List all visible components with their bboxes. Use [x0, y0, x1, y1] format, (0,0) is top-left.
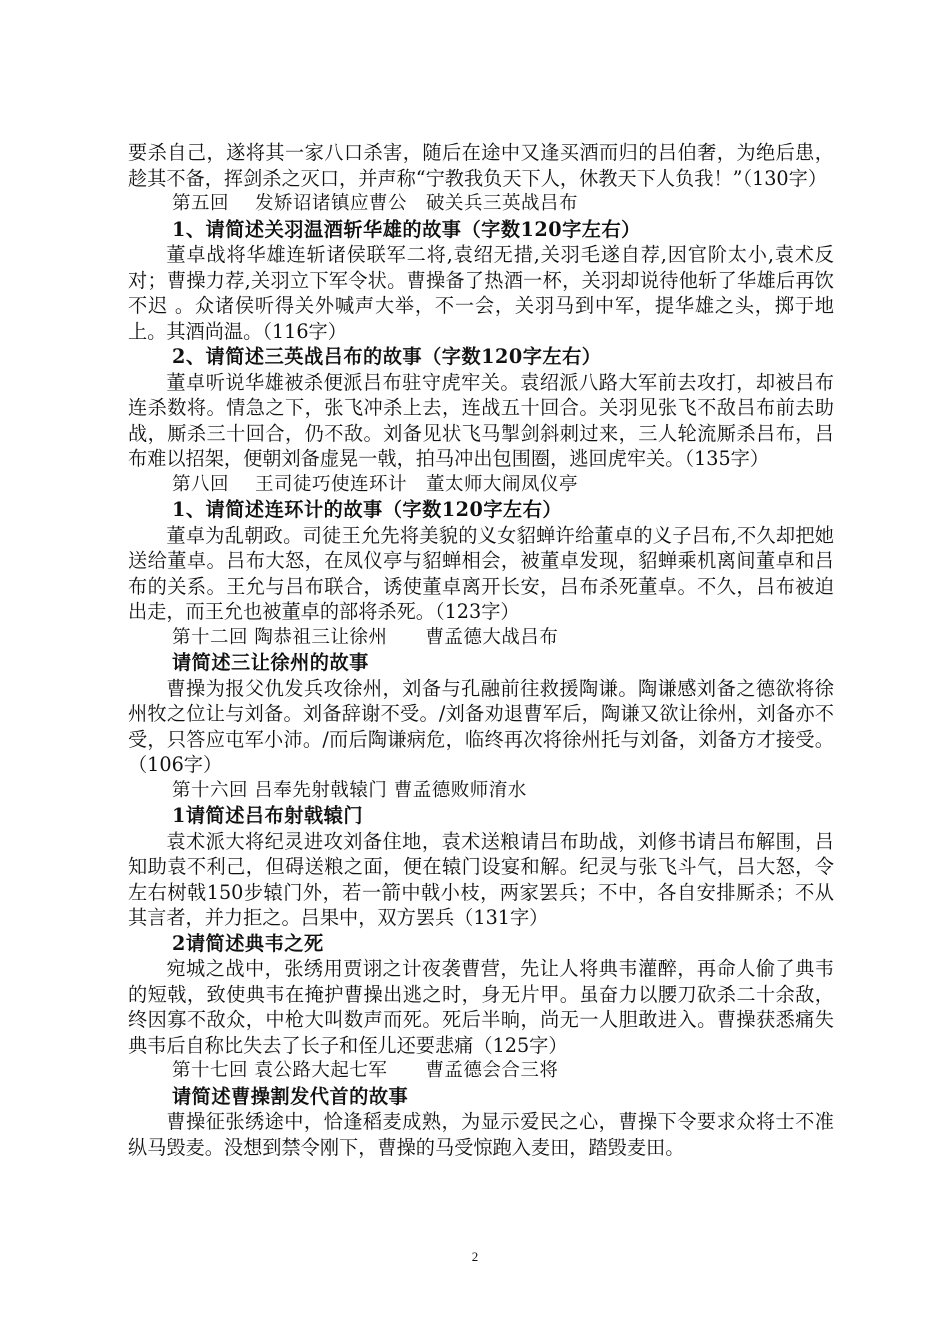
question-heading: 1请简述吕布射戟辕门	[172, 804, 364, 827]
paragraph: 曹操征张绣途中，恰逢稻麦成熟，为显示爱民之心，曹操下令要求众将士不准纵马毁麦。没想到禁令刚下，曹操的马受惊跑入麦田，踏毁麦田。	[128, 1110, 834, 1159]
question-heading: 2、请简述三英战吕布的故事（字数120字左右）	[172, 345, 602, 368]
paragraph: 袁术派大将纪灵进攻刘备住地，袁术送粮请吕布助战，刘修书请吕布解围，吕知助袁不利己，但碍送粮之面，便在辕门设宴和解。纪灵与张飞斗气，吕大怒，令左右树戟150步辕门外，若一箭中戟小枝，两家罢兵；不中，各自安排厮杀；不从其言者，并力拒之。吕果中，双方罢兵（131字）	[128, 829, 834, 929]
chapter-number: 第五回	[172, 193, 230, 214]
chapter-number: 第十二回	[172, 626, 249, 648]
chapter-title: 陶恭祖三让徐州 曹孟德大战吕布	[254, 626, 559, 648]
chapter-heading	[128, 472, 834, 498]
question-heading: 2请简述典韦之死	[172, 931, 324, 955]
chapter-heading	[128, 625, 834, 651]
paragraph: 董卓战将华雄连斩诸侯联军二将,袁绍无措,关羽毛遂自荐,因官阶太小,袁术反对；曹操力荐,关羽立下军令状。曹操备了热酒一杯，关羽却说待他斩了华雄后再饮不迟 。众诸侯听得关外喊声大举，不一会，关羽马到中军，提华雄之头，掷于地上。其酒尚温。（116字）	[128, 243, 834, 343]
chapter-number: 第八回	[172, 473, 230, 495]
page-number: 2	[471, 1249, 479, 1264]
paragraph: 要杀自己，遂将其一家八口杀害，随后在途中又逢买酒而归的吕伯奢，为绝后患，趁其不备，挥剑杀之灭口，并声称“宁教我负天下人，休教天下人负我！”（130字）	[128, 141, 834, 190]
chapter-number: 第十六回	[172, 779, 249, 801]
question-heading: 请简述三让徐州的故事	[172, 651, 369, 674]
paragraph: 董卓听说华雄被杀便派吕布驻守虎牢关。袁绍派八路大军前去攻打，却被吕布连杀数将。情急之下，张飞冲杀上去，连战五十回合。关羽见张飞不敌吕布前去助战，厮杀三十回合，仍不敌。刘备见状飞马掣剑斜刺过来，三人轮流厮杀吕布，吕布难以招架，便朝刘备虚晃一戟，拍马冲出包围圈，逃回虎牢关。（135字）	[128, 370, 834, 470]
question-heading: 1、请简述关羽温酒斩华雄的故事（字数120字左右）	[172, 217, 641, 241]
question-heading: 请简述曹操割发代首的故事	[172, 1084, 409, 1108]
chapter-heading	[128, 191, 834, 217]
chapter-heading	[128, 778, 834, 804]
chapter-title: 发矫诏诸镇应曹公 破关兵三英战吕布	[255, 193, 579, 214]
paragraph: 宛城之战中，张绣用贾诩之计夜袭曹营，先让人将典韦灌醉，再命人偷了典韦的短戟，致使典韦在掩护曹操出逃之时，身无片甲。虽奋力以腰刀砍杀二十余敌，终因寡不敌众，中枪大叫数声而死。死后半晌，尚无一人胆敢进入。曹操获悉痛失典韦后自称比失去了长子和侄儿还要悲痛（125字）	[128, 957, 834, 1057]
chapter-title: 袁公路大起七军 曹孟德会合三将	[254, 1060, 559, 1081]
chapter-title: 吕奉先射戟辕门 曹孟德败师淯水	[254, 779, 527, 801]
question-heading: 1、请简述连环计的故事（字数120字左右）	[172, 498, 563, 521]
paragraph: 董卓为乱朝政。司徒王允先将美貌的义女貂蝉许给董卓的义子吕布,不久却把她送给董卓。吕布大怒，在凤仪亭与貂蝉相会，被董卓发现，貂蝉乘机离间董卓和吕布的关系。王允与吕布联合，诱使董卓离开长安，吕布杀死董卓。不久，吕布被迫出走，而王允也被董卓的部将杀死。（123字）	[128, 523, 834, 623]
chapter-heading	[128, 1058, 834, 1084]
chapter-number: 第十七回	[172, 1060, 249, 1081]
document-body	[128, 140, 834, 1160]
chapter-title: 王司徒巧使连环计 董太师大闹凤仪亭	[255, 473, 579, 495]
paragraph: 曹操为报父仇发兵攻徐州，刘备与孔融前往救援陶谦。陶谦感刘备之德欲将徐州牧之位让与刘备。刘备辞谢不受。/刘备劝退曹军后，陶谦又欲让徐州，刘备亦不受，只答应屯军小沛。/而后陶谦病危，临终再次将徐州托与刘备，刘备方才接受。（106字）	[128, 676, 834, 776]
